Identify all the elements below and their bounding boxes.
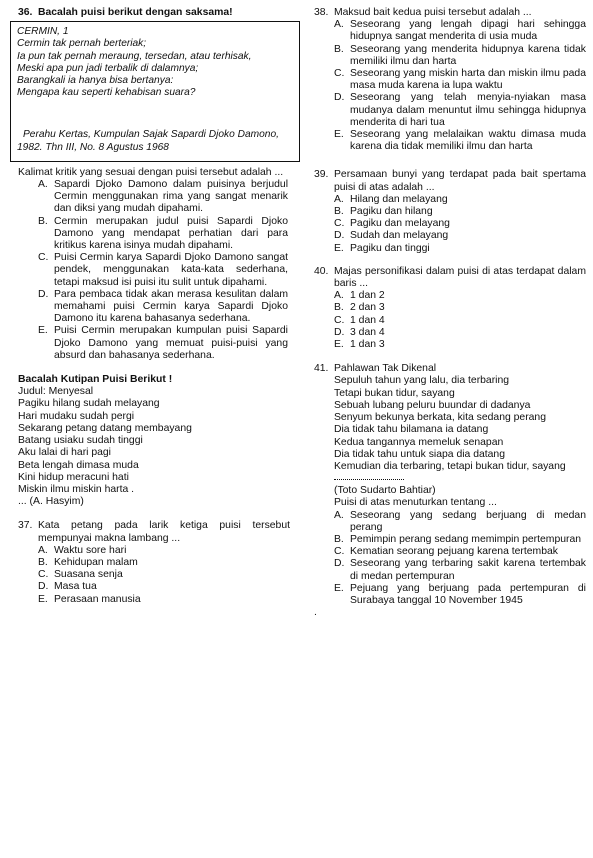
option-text: Sudah dan melayang	[350, 230, 449, 242]
option-a[interactable]	[334, 19, 586, 43]
excerpt-line: Aku lalai di hari pagi	[18, 447, 111, 459]
option-e[interactable]	[334, 339, 586, 351]
option-text: Pagiku dan tinggi	[350, 242, 430, 254]
option-text: 1 dan 3	[350, 339, 385, 351]
poem-line: Kedua tangannya memeluk senapan	[334, 436, 504, 448]
left-column	[18, 7, 290, 606]
option-text: 2 dan 3	[350, 302, 385, 314]
option-text: Seseorang yang miskin harta dan miskin ilmu pada masa muda karena ia lupa waktu	[350, 68, 586, 92]
option-letter: B.	[38, 215, 48, 227]
option-letter: B.	[334, 43, 344, 55]
option-a[interactable]	[38, 179, 290, 216]
option-text: Para pembaca tidak akan merasa kesulitan dalam memahami puisi Cermin karya Sapardi Djoko Damono itu karena bahasanya sederhana.	[54, 288, 288, 325]
question-39	[314, 169, 586, 193]
question-41	[314, 363, 586, 375]
option-c[interactable]	[334, 218, 586, 230]
question-text: Majas personifikasi dalam puisi di atas terdapat dalam baris ...	[334, 265, 586, 290]
option-text: Seseorang yang sedang berjuang di medan perang	[350, 509, 586, 533]
excerpt-line: Batang usiaku sudah tinggi	[18, 435, 143, 447]
option-text: 1 dan 2	[350, 290, 385, 302]
option-letter: B.	[334, 206, 344, 218]
option-letter: C.	[334, 218, 345, 230]
option-e[interactable]	[334, 243, 586, 255]
option-letter: C.	[38, 252, 49, 264]
option-a[interactable]	[334, 510, 586, 534]
question-37	[18, 520, 290, 544]
option-c[interactable]	[38, 252, 290, 289]
option-e[interactable]	[334, 129, 586, 153]
option-text: Pejuang yang berjuang pada pertempuran di Surabaya tanggal 10 November 1945	[350, 582, 586, 606]
option-text: Puisi Cermin merupakan kumpulan puisi Sapardi Djoko Damono yang memuat puisi-puisi yang absurd dan bahasanya sederhana.	[54, 325, 288, 361]
question-40	[314, 266, 586, 290]
option-d[interactable]	[334, 92, 586, 129]
excerpt-line: Judul: Menyesal	[18, 386, 94, 398]
poem-source: 1982. Thn III, No. 8 Agustus 1968	[17, 141, 169, 153]
excerpt-line: Kini hidup meracuni hati	[18, 471, 129, 483]
option-text: Pemimpin perang sedang memimpin pertempuran	[350, 533, 582, 545]
option-letter: A.	[334, 19, 344, 31]
option-letter: D.	[334, 92, 345, 104]
option-letter: E.	[38, 325, 48, 337]
option-d[interactable]	[38, 289, 290, 326]
option-text: Seseorang yang melalaikan waktu dimasa muda karena dia tidak memiliki ilmu dan harta	[350, 129, 586, 153]
option-c[interactable]	[38, 569, 290, 581]
option-text: Kehidupan malam	[54, 556, 138, 568]
option-text: Seseorang yang terbaring sakit karena tertembak di medan pertempuran	[350, 558, 586, 582]
option-text: Seseorang yang lengah dipagi hari sehingga hidupnya sangat menderita di usia muda	[350, 19, 586, 43]
option-c[interactable]	[334, 315, 586, 327]
question-number: 41.	[314, 363, 329, 375]
question-36-header	[18, 7, 290, 19]
question-number: 39.	[314, 169, 329, 181]
option-letter: C.	[334, 314, 345, 326]
option-e[interactable]	[38, 594, 290, 606]
option-text: 1 dan 4	[350, 314, 385, 326]
option-c[interactable]	[334, 68, 586, 92]
option-letter: D.	[334, 326, 345, 338]
question-text: Maksud bait kedua puisi tersebut adalah ...	[334, 7, 532, 18]
option-b[interactable]	[334, 206, 586, 218]
option-text: Seseorang yang menderita hidupnya karena tidak memiliki ilmu dan harta	[350, 43, 586, 67]
option-letter: E.	[334, 129, 344, 141]
option-letter: B.	[334, 533, 344, 545]
trailing-mark: .	[314, 607, 317, 619]
option-b[interactable]	[334, 44, 586, 68]
question-number: 37.	[18, 520, 33, 532]
poem-line: Dia tidak tahu bilamana ia datang	[334, 424, 489, 436]
option-b[interactable]	[334, 534, 586, 546]
poem-line: Sepuluh tahun yang lalu, dia terbaring	[334, 375, 510, 387]
poem-box	[10, 21, 300, 162]
excerpt-line: Sekarang petang datang membayang	[18, 422, 192, 434]
poem-line: Tetapi bukan tidur, sayang	[334, 387, 455, 399]
option-letter: C.	[334, 68, 345, 80]
poem-line: Dia tidak tahu untuk siapa dia datang	[334, 448, 505, 460]
poem-line: Barangkali ia hanya bisa bertanya:	[17, 75, 174, 87]
option-a[interactable]	[38, 545, 290, 557]
option-letter: A.	[38, 179, 48, 191]
option-text: Pagiku dan melayang	[350, 218, 450, 230]
option-letter: A.	[334, 193, 344, 205]
option-letter: A.	[334, 290, 344, 302]
excerpt-heading: Bacalah Kutipan Puisi Berikut !	[18, 374, 173, 386]
option-b[interactable]	[38, 557, 290, 569]
option-letter: B.	[38, 556, 48, 568]
option-b[interactable]	[38, 216, 290, 253]
poem-line: Sebuah lubang peluru buundar di dadanya	[334, 399, 531, 411]
option-letter: E.	[334, 582, 344, 594]
option-letter: B.	[334, 302, 344, 314]
excerpt-line: Beta lengah dimasa muda	[18, 459, 139, 471]
poem-line: Senyum bekunya berkata, kita sedang perang	[334, 412, 546, 424]
question-number: 36.	[18, 7, 33, 18]
option-d[interactable]	[334, 558, 586, 582]
option-text: Kematian seorang pejuang karena tertembak	[350, 546, 558, 558]
option-d[interactable]	[334, 327, 586, 339]
question-instruction: Bacalah puisi berikut dengan saksama!	[38, 7, 233, 18]
option-letter: A.	[334, 509, 344, 521]
option-text: Sapardi Djoko Damono dalam puisinya berjudul Cermin menggunakan rima yang sangat menarik dan diksi yang mudah dipahami.	[54, 179, 288, 215]
option-a[interactable]	[334, 290, 586, 302]
option-letter: D.	[334, 230, 345, 242]
poem-line: Kemudian dia terbaring, tetapi bukan tidur, sayang	[334, 460, 566, 472]
option-text: Suasana senja	[54, 569, 123, 581]
option-letter: D.	[38, 581, 49, 593]
poem-line: Meski apa pun jadi terbalik di dalamnya;	[17, 62, 199, 74]
option-text: Puisi Cermin karya Sapardi Djoko Damono sangat pendek, menggunakan kata-kata sederhana, tetapi maksud isi puisi itu sulit untuk dipahami.	[54, 252, 288, 288]
question-36-text: Kalimat kritik yang sesuai dengan puisi tersebut adalah ...	[18, 166, 284, 178]
option-d[interactable]	[334, 230, 586, 242]
excerpt-line: ... (A. Hasyim)	[18, 496, 84, 508]
option-letter: D.	[38, 288, 49, 300]
option-letter: E.	[38, 593, 48, 605]
excerpt-line: Miskin ilmu miskin harta .	[18, 483, 135, 495]
poem-source: Perahu Kertas, Kumpulan Sajak Sapardi Djoko Damono,	[23, 129, 279, 141]
question-number: 40.	[314, 265, 329, 277]
option-text: Hilang dan melayang	[350, 193, 448, 205]
excerpt-line: Pagiku hilang sudah melayang	[18, 398, 160, 410]
question-text: Kata petang pada larik ketiga puisi tersebut mempunyai makna lambang ...	[38, 520, 290, 544]
excerpt-line: Hari mudaku sudah pergi	[18, 410, 135, 422]
option-e[interactable]	[334, 583, 586, 607]
option-text: Pagiku dan hilang	[350, 206, 433, 218]
option-letter: E.	[334, 242, 344, 254]
poem-line: Ia pun tak pernah meraung, tersedan, atau terhisak,	[17, 50, 252, 62]
option-letter: A.	[38, 544, 48, 556]
option-b[interactable]	[334, 302, 586, 314]
option-e[interactable]	[38, 325, 290, 362]
poem-line: Mengapa kau seperti kehabisan suara?	[17, 87, 196, 99]
option-a[interactable]	[334, 194, 586, 206]
option-text: Perasaan manusia	[54, 593, 141, 605]
option-text: 3 dan 4	[350, 326, 385, 338]
option-letter: C.	[334, 546, 345, 558]
question-number: 38.	[314, 7, 329, 18]
option-letter: D.	[334, 558, 345, 570]
option-letter: C.	[38, 569, 49, 581]
option-c[interactable]	[334, 546, 586, 558]
poem-title: Pahlawan Tak Dikenal	[334, 363, 437, 375]
option-text: Waktu sore hari	[54, 544, 127, 556]
option-letter: E.	[334, 339, 344, 351]
question-text: Puisi di atas menuturkan tentang ...	[334, 497, 497, 509]
question-38	[314, 7, 586, 19]
question-text: Persamaan bunyi yang terdapat pada bait spertama puisi di atas adalah ...	[334, 169, 586, 193]
poem-line: CERMIN, 1	[17, 26, 69, 38]
option-text: Cermin merupakan judul puisi Sapardi Djoko Damono yang mendapat perhatian dari para kritikus karena isinya mudah dipahami.	[54, 215, 288, 252]
blank-line	[334, 473, 404, 480]
option-text: Masa tua	[54, 581, 97, 593]
option-d[interactable]	[38, 581, 290, 593]
poem-body	[334, 375, 586, 509]
poem-author: (Toto Sudarto Bahtiar)	[334, 485, 436, 497]
poem-line: Cermin tak pernah berteriak;	[17, 38, 147, 50]
option-text: Seseorang yang telah menyia-nyiakan masa mudanya dalam menuntut ilmu sehingga hidupnya menderita di hari tua	[350, 92, 586, 128]
right-column	[314, 7, 586, 619]
